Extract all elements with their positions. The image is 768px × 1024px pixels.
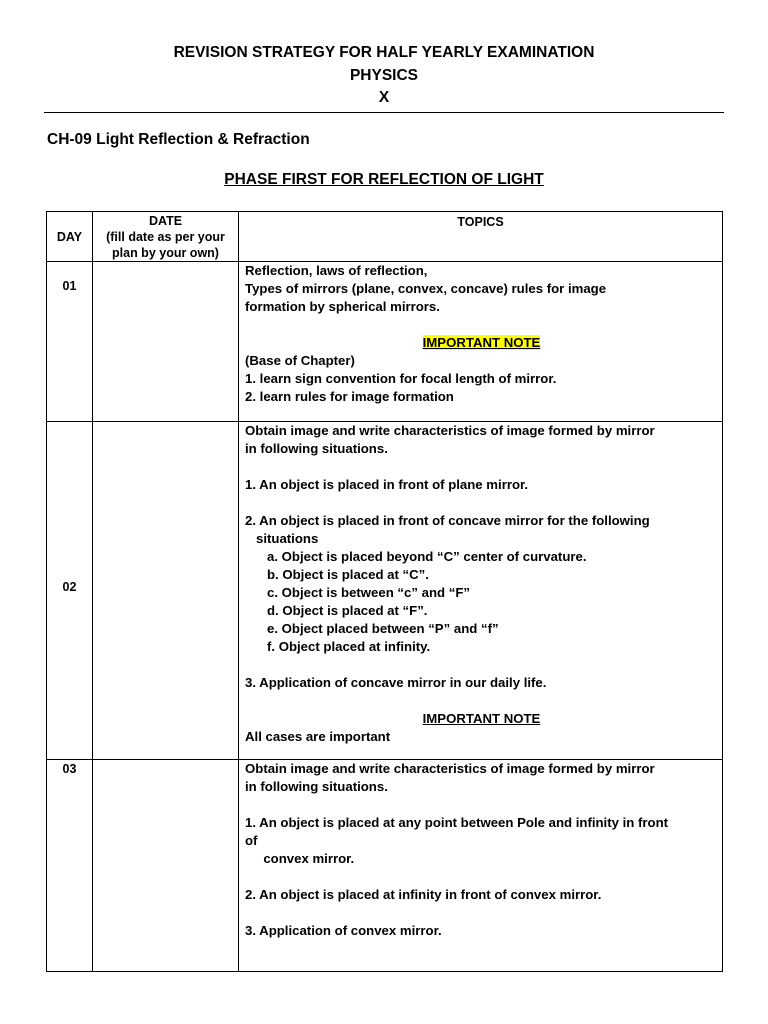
chapter-title: CH-09 Light Reflection & Refraction [47, 131, 310, 148]
spacer [245, 316, 718, 334]
header-divider [44, 112, 724, 113]
revision-table [46, 211, 723, 972]
column-header-topics: TOPICS [239, 212, 723, 262]
spacer [245, 868, 718, 886]
spacer [245, 458, 718, 476]
topic-line: (Base of Chapter) [245, 353, 355, 368]
header-class: X [378, 89, 390, 106]
spacer [245, 656, 718, 674]
topic-line: of [245, 833, 258, 848]
table-row [47, 422, 723, 760]
topic-line: 1. An object is placed at any point between Pole and infinity in front [245, 815, 669, 830]
topic-line: All cases are important [245, 729, 391, 744]
date-header-line: plan by your own) [112, 246, 219, 260]
day-cell [47, 262, 93, 422]
important-note-heading [245, 334, 718, 352]
day-cell [47, 422, 93, 760]
header-subject: PHYSICS [349, 66, 419, 84]
topic-line: formation by spherical mirrors. [245, 299, 440, 314]
sub-case-line: f. Object placed at infinity. [245, 639, 431, 654]
topic-line: in following situations. [245, 779, 388, 794]
spacer [245, 796, 718, 814]
topics-cell [239, 422, 723, 760]
day-number: 01 [62, 279, 77, 293]
important-note-label: IMPORTANT NOTE [422, 711, 541, 726]
spacer [245, 494, 718, 512]
topic-line: 3. Application of concave mirror in our daily life. [245, 675, 547, 690]
date-cell[interactable] [93, 422, 239, 760]
topic-line: situations [245, 531, 319, 546]
date-cell[interactable] [93, 760, 239, 972]
sub-case-line: a. Object is placed beyond “C” center of curvature. [245, 549, 587, 564]
topic-line: Obtain image and write characteristics of image formed by mirror [245, 761, 655, 776]
topic-line: convex mirror. [245, 851, 355, 866]
date-header-line: DATE [148, 214, 183, 228]
spacer [245, 692, 718, 710]
topic-line: Obtain image and write characteristics of image formed by mirror [245, 423, 655, 438]
document-header [0, 42, 768, 110]
table-row [47, 262, 723, 422]
sub-case-line: b. Object is placed at “C”. [245, 567, 429, 582]
topic-line: 2. An object is placed at infinity in front of convex mirror. [245, 887, 602, 902]
topic-line: 2. An object is placed in front of concave mirror for the following [245, 513, 650, 528]
sub-case-line: c. Object is between “c” and “F” [245, 585, 470, 600]
topic-line: Types of mirrors (plane, convex, concave) rules for image [245, 281, 607, 296]
date-header-line: (fill date as per your [106, 230, 225, 244]
day-number: 02 [62, 579, 77, 594]
phase-title: PHASE FIRST FOR REFLECTION OF LIGHT [224, 171, 544, 188]
header-title: REVISION STRATEGY FOR HALF YEARLY EXAMINATION [173, 44, 595, 61]
sub-case-line: d. Object is placed at “F”. [245, 603, 428, 618]
topic-line: 1. learn sign convention for focal length of mirror. [245, 371, 557, 386]
column-header-date [93, 212, 239, 262]
topics-cell [239, 760, 723, 972]
topic-line: Reflection, laws of reflection, [245, 263, 428, 278]
table-header-row [47, 212, 723, 262]
spacer [245, 904, 718, 922]
topic-line: 1. An object is placed in front of plane mirror. [245, 477, 529, 492]
topic-line: 2. learn rules for image formation [245, 389, 454, 404]
important-note-heading [245, 710, 718, 728]
day-number: 03 [62, 762, 77, 776]
table-row [47, 760, 723, 972]
important-note-highlight: IMPORTANT NOTE [422, 335, 541, 350]
date-cell[interactable] [93, 262, 239, 422]
topics-cell [239, 262, 723, 422]
day-cell [47, 760, 93, 972]
column-header-day: DAY [47, 212, 93, 262]
topic-line: in following situations. [245, 441, 388, 456]
topic-line: 3. Application of convex mirror. [245, 923, 442, 938]
sub-case-line: e. Object placed between “P” and “f” [245, 621, 499, 636]
